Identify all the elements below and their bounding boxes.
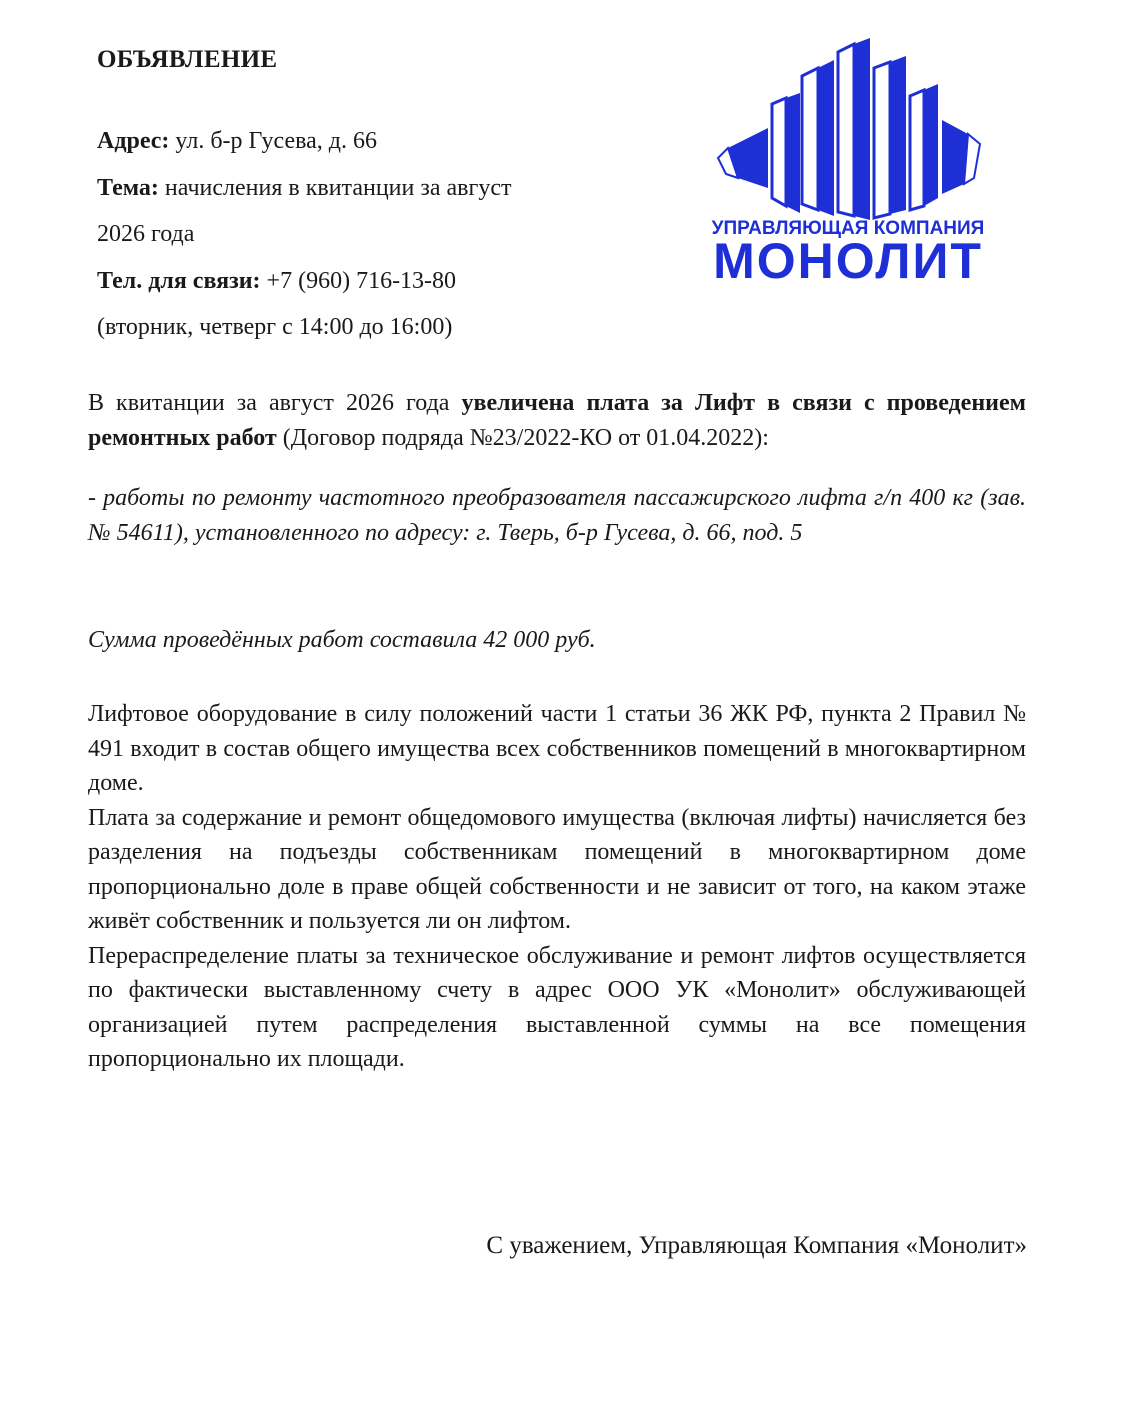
signature: С уважением, Управляющая Компания «Монолит»: [486, 1232, 1027, 1259]
topic-value: начисления в квитанции за август: [158, 174, 512, 201]
paragraph-legal: [88, 697, 1026, 1077]
logo-subtitle: УПРАВЛЯЮЩАЯ КОМПАНИЯ: [711, 218, 985, 239]
topic-row-2: 2026 года: [97, 221, 195, 247]
monolit-logo: [668, 38, 1028, 288]
p1-text: В квитанции за август 2026 года: [88, 390, 462, 416]
header-info: [97, 118, 597, 351]
hours-row: (вторник, четверг с 14:00 до 16:00): [97, 314, 453, 340]
p1-contract: (Договор подряда №23/2022-КО от 01.04.2022):: [276, 424, 769, 451]
phone-value: +7 (960) 716-13-80: [260, 267, 457, 294]
logo-name: МОНОЛИТ: [713, 233, 983, 288]
address-label: Адрес:: [97, 128, 170, 154]
p1-bold: увеличена плата за Лифт в связи с проведением ремонтных работ: [88, 390, 1026, 451]
paragraph-increase: [88, 386, 1026, 455]
document-title: ОБЪЯВЛЕНИЕ: [97, 46, 278, 73]
logo-towers-icon: [718, 38, 980, 220]
legal-text-1: Лифтовое оборудование в силу положений части 1 статьи 36 ЖК РФ, пункта 2 Правил № 491 входит в состав общего имущества всех собственников помещений в многоквартирном доме.: [88, 701, 1026, 796]
phone-row: [97, 258, 597, 305]
legal-text-3: Перераспределение платы за техническое обслуживание и ремонт лифтов осуществляется по фактически выставленному счету в адрес ООО УК «Монолит» обслуживающей организацией путем распределения выставленной суммы на все помещения пропорционально их площади.: [88, 942, 1026, 1072]
topic-label: Тема:: [97, 174, 159, 201]
address-row: [97, 118, 597, 165]
works-text: - работы по ремонту частотного преобразователя пассажирского лифта г/п 400 кг (зав. № 54611), установленного по адресу: г. Тверь, б-р Гусева, д. 66, под. 5: [88, 485, 1026, 546]
paragraph-works: [88, 481, 1026, 550]
topic-row: [97, 165, 597, 212]
address-value: ул. б-р Гусева, д. 66: [169, 128, 377, 154]
paragraph-sum: [88, 623, 1026, 658]
sum-text: Сумма проведённых работ составила 42 000 руб.: [88, 627, 596, 653]
legal-text-2: Плата за содержание и ремонт общедомового имущества (включая лифты) начисляется без разделения на подъезды собственникам помещений в многоквартирном доме пропорционально доле в праве общей собственности и не зависит от того, на каком этаже живёт собственник и пользуется ли он лифтом.: [88, 804, 1026, 934]
phone-label: Тел. для связи:: [97, 267, 261, 294]
